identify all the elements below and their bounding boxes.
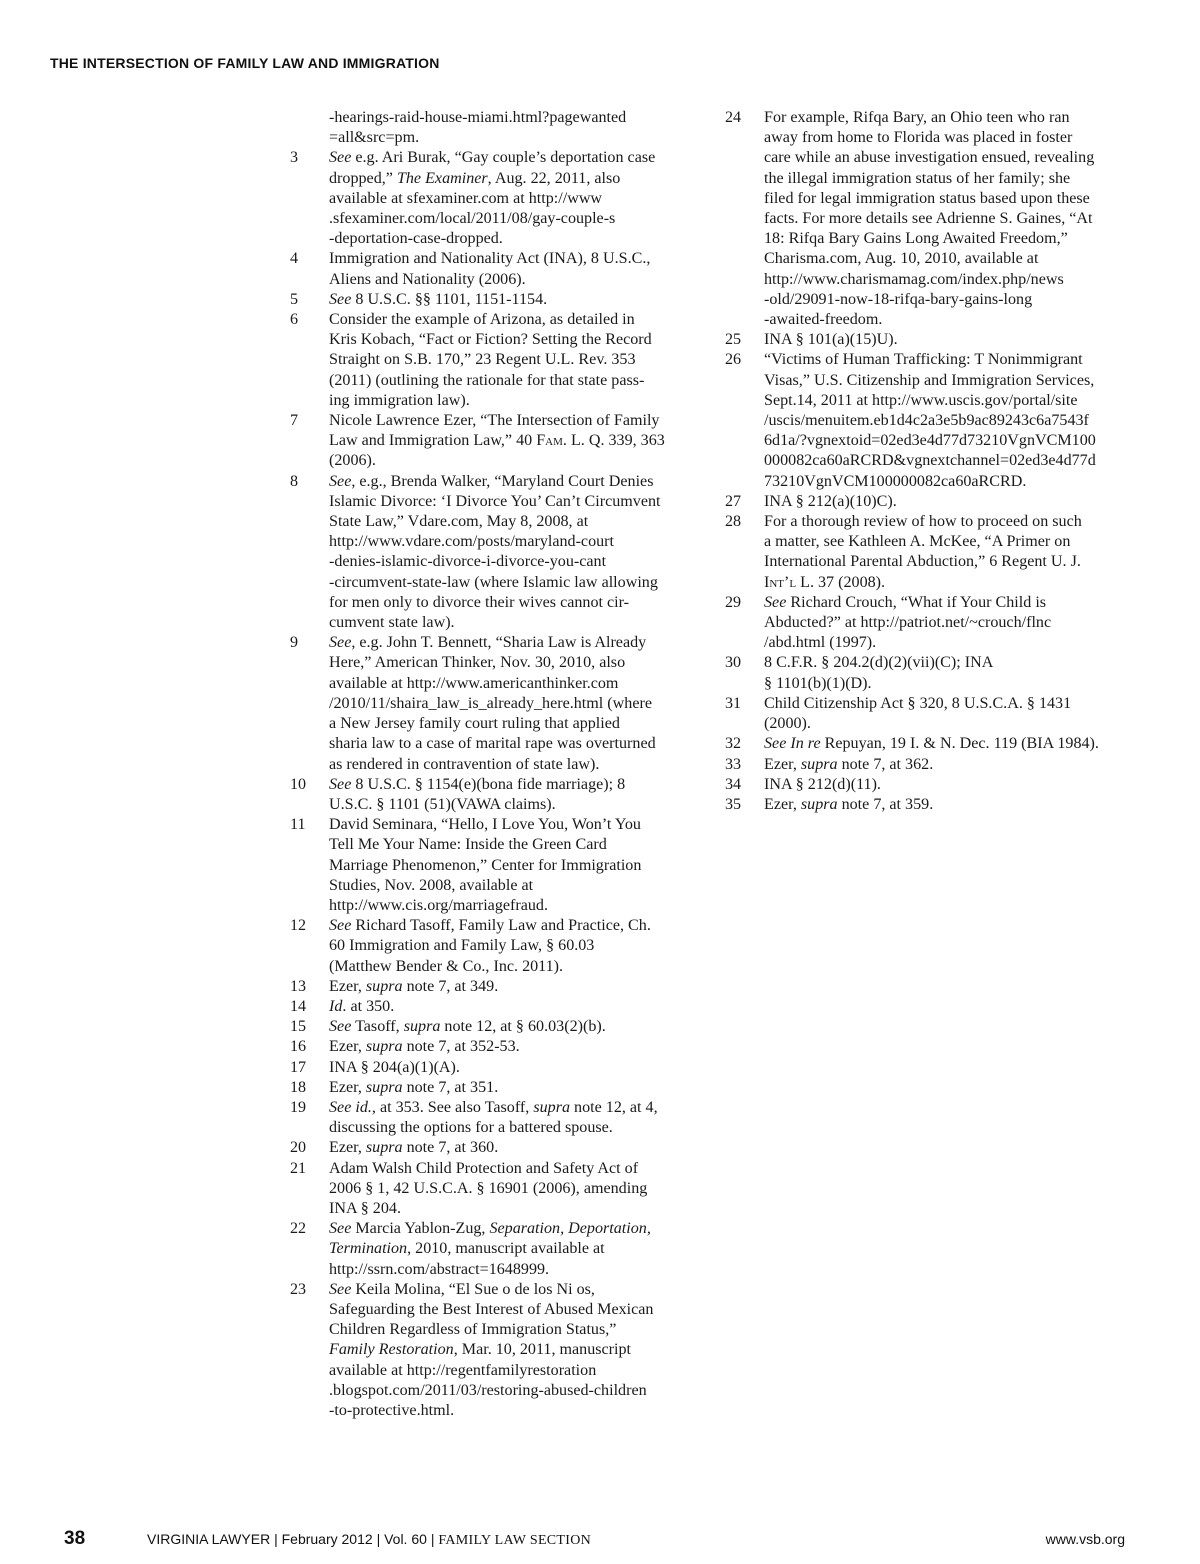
endnote-text	[329, 310, 692, 411]
endnote-number: 26	[725, 351, 742, 369]
note-line: http://www.vdare.com/posts/maryland-court	[329, 533, 615, 551]
endnote-text	[329, 1280, 692, 1421]
note-line: a matter, see Kathleen A. McKee, “A Primer on	[764, 533, 1071, 551]
note-line: .blogspot.com/2011/03/restoring-abused-children	[329, 1381, 647, 1399]
endnote-number: 35	[725, 795, 742, 813]
endnote-number: 14	[290, 997, 307, 1015]
note-line: available at sfexaminer.com at http://www	[329, 189, 603, 207]
endnote-number: 31	[725, 694, 742, 712]
note-line: 60 Immigration and Family Law, § 60.03	[329, 937, 595, 955]
endnote	[290, 775, 692, 815]
note-line: 8 C.F.R. § 204.2(d)(2)(vii)(C); INA	[764, 654, 994, 672]
note-line: as rendered in contravention of state law).	[329, 755, 600, 773]
note-line: Ezer, supra note 7, at 362.	[764, 755, 934, 773]
endnotes-list-left	[290, 148, 692, 1421]
endnote	[290, 1098, 692, 1138]
endnotes-list-right	[725, 108, 1131, 815]
note-line: David Seminara, “Hello, I Love You, Won’t You	[329, 816, 641, 834]
endnote-text	[329, 108, 692, 148]
endnote	[290, 249, 692, 289]
note-line: See 8 U.S.C. §§ 1101, 1151-1154.	[329, 290, 548, 308]
note-line: -hearings-raid-house-miami.html?pagewanted	[329, 109, 627, 126]
endnote	[290, 1159, 692, 1220]
note-line: Ezer, supra note 7, at 352-53.	[329, 1038, 520, 1056]
endnote	[725, 512, 1131, 593]
endnote-text	[764, 492, 1131, 512]
note-line: http://ssrn.com/abstract=1648999.	[329, 1260, 550, 1278]
note-line: 2006 § 1, 42 U.S.C.A. § 16901 (2006), amending	[329, 1179, 648, 1197]
note-line: Straight on S.B. 170,” 23 Regent U.L. Rev. 353	[329, 351, 636, 369]
note-line: -awaited-freedom.	[764, 311, 883, 329]
endnote	[725, 653, 1131, 693]
note-line: Aliens and Nationality (2006).	[329, 270, 526, 288]
endnote	[725, 350, 1131, 491]
section-name: FAMILY LAW SECTION	[438, 1533, 592, 1548]
endnote	[290, 977, 692, 997]
note-line: care while an abuse investigation ensued, revealing	[764, 149, 1095, 167]
endnote-text	[329, 1017, 692, 1037]
note-line: Law and Immigration Law,” 40 Fam. L. Q. 339, 363	[329, 432, 665, 450]
endnote-text	[764, 734, 1131, 754]
endnote	[290, 1058, 692, 1078]
endnote-text	[329, 997, 692, 1017]
endnotes-left-column	[290, 108, 692, 1421]
note-line: Here,” American Thinker, Nov. 30, 2010, also	[329, 654, 626, 672]
endnote-text	[329, 290, 692, 310]
endnote-text	[329, 977, 692, 997]
note-line: filed for legal immigration status based upon these	[764, 189, 1090, 207]
endnote-number: 23	[290, 1280, 307, 1298]
endnote-text	[329, 1098, 692, 1138]
note-line: dropped,” The Examiner, Aug. 22, 2011, also	[329, 169, 621, 187]
note-line: Studies, Nov. 2008, available at	[329, 876, 534, 894]
note-line: away from home to Florida was placed in foster	[764, 129, 1073, 147]
endnote-text	[764, 350, 1131, 491]
note-line: cumvent state law).	[329, 614, 455, 632]
endnote-text	[764, 330, 1131, 350]
note-line: 6d1a/?vgnextoid=02ed3e4d77d73210VgnVCM100	[764, 432, 1096, 450]
note-line: See Richard Crouch, “What if Your Child is	[764, 593, 1047, 611]
endnote-text	[764, 775, 1131, 795]
endnote-text	[329, 775, 692, 815]
note-line: the illegal immigration status of her family; she	[764, 169, 1071, 187]
endnote-text	[764, 653, 1131, 693]
note-line: (2006).	[329, 452, 376, 470]
footer-separator: |	[376, 1531, 381, 1547]
note-line: sharia law to a case of marital rape was overturned	[329, 735, 656, 753]
note-line: Termination, 2010, manuscript available at	[329, 1240, 605, 1258]
endnote-text	[764, 694, 1131, 734]
note-line: -circumvent-state-law (where Islamic law allowing	[329, 573, 658, 591]
note-line: Abducted?” at http://patriot.net/~crouch/flnc	[764, 614, 1052, 632]
endnote-number: 17	[290, 1058, 307, 1076]
note-line: See id., at 353. See also Tasoff, supra note 12, at 4,	[329, 1098, 658, 1116]
note-line: Ezer, supra note 7, at 359.	[764, 795, 934, 813]
endnote-number: 18	[290, 1078, 307, 1096]
endnote-number: 22	[290, 1220, 307, 1238]
note-line: International Parental Abduction,” 6 Regent U. J.	[764, 553, 1081, 571]
endnote	[290, 815, 692, 916]
endnote	[290, 916, 692, 977]
endnote-number: 21	[290, 1159, 307, 1177]
note-line: /2010/11/shaira_law_is_already_here.html (where	[329, 694, 652, 712]
note-line: Islamic Divorce: ‘I Divorce You’ Can’t Circumvent	[329, 492, 661, 510]
endnote-number: 7	[290, 412, 299, 430]
note-line: Consider the example of Arizona, as detailed in	[329, 311, 635, 329]
endnote	[290, 997, 692, 1017]
endnote	[725, 734, 1131, 754]
endnotes-right-column	[725, 108, 1131, 815]
note-line: a New Jersey family court ruling that applied	[329, 715, 620, 733]
endnote	[725, 593, 1131, 654]
note-line: See Tasoff, supra note 12, at § 60.03(2)(b).	[329, 1018, 606, 1036]
note-line: /uscis/menuitem.eb1d4c2a3e5b9ac89243c6a7543f	[764, 412, 1089, 430]
endnote-text	[764, 795, 1131, 815]
issue-date: February 2012	[281, 1531, 373, 1547]
note-line: available at http://regentfamilyrestoration	[329, 1361, 597, 1379]
note-line: Ezer, supra note 7, at 360.	[329, 1139, 499, 1157]
note-line: Charisma.com, Aug. 10, 2010, available at	[764, 250, 1039, 268]
note-line: 000082ca60aRCRD&vgnextchannel=02ed3e4d77d	[764, 452, 1096, 470]
page-footer	[50, 1528, 1125, 1556]
endnote	[725, 330, 1131, 350]
note-line: See Keila Molina, “El Sue o de los Ni os,	[329, 1280, 595, 1298]
endnote-number: 11	[290, 816, 306, 834]
endnote-number: 24	[725, 109, 742, 126]
note-line: discussing the options for a battered spouse.	[329, 1119, 613, 1137]
note-line: (2000).	[764, 715, 811, 733]
endnote	[290, 472, 692, 634]
endnote	[725, 775, 1131, 795]
note-line: Nicole Lawrence Ezer, “The Intersection of Family	[329, 412, 660, 430]
note-line: (2011) (outlining the rationale for that state pass-	[329, 371, 645, 389]
note-line: INA § 101(a)(15)U).	[764, 331, 898, 349]
note-line: Adam Walsh Child Protection and Safety Act of	[329, 1159, 639, 1177]
endnote-text	[329, 472, 692, 634]
running-header: THE INTERSECTION OF FAMILY LAW AND IMMIGRATION	[50, 55, 440, 71]
endnote-text	[329, 411, 692, 472]
note-line: Safeguarding the Best Interest of Abused Mexican	[329, 1300, 654, 1318]
endnote-text	[329, 1058, 692, 1078]
note-line: INA § 204.	[329, 1199, 401, 1217]
endnote-number: 29	[725, 593, 742, 611]
endnote-number: 5	[290, 290, 299, 308]
endnote-text	[764, 593, 1131, 654]
note-line: -old/29091-now-18-rifqa-bary-gains-long	[764, 290, 1033, 308]
note-line: Tell Me Your Name: Inside the Green Card	[329, 836, 607, 854]
note-line: 18: Rifqa Bary Gains Long Awaited Freedom,”	[764, 230, 1068, 248]
note-line: Marriage Phenomenon,” Center for Immigration	[329, 856, 642, 874]
endnote-text	[329, 1078, 692, 1098]
page-number: 38	[64, 1528, 86, 1549]
endnote	[725, 755, 1131, 775]
endnote-text	[329, 1037, 692, 1057]
endnote-number: 6	[290, 311, 299, 329]
note-line: Id. at 350.	[329, 997, 395, 1015]
note-line: For example, Rifqa Bary, an Ohio teen who ran	[764, 109, 1070, 126]
note-line: =all&src=pm.	[329, 129, 420, 147]
note-line: facts. For more details see Adrienne S. Gaines, “At	[764, 210, 1093, 228]
note-line: http://www.charismamag.com/index.php/news	[764, 270, 1064, 288]
endnote-number: 27	[725, 492, 742, 510]
endnote-number: 34	[725, 775, 742, 793]
endnote-text	[329, 815, 692, 916]
endnote	[290, 1219, 692, 1280]
note-line: See Richard Tasoff, Family Law and Practice, Ch.	[329, 917, 651, 935]
endnote	[725, 108, 1131, 330]
note-line: U.S.C. § 1101 (51)(VAWA claims).	[329, 795, 556, 813]
endnote-number: 13	[290, 977, 307, 995]
endnote-text	[329, 1159, 692, 1220]
note-line: Family Restoration, Mar. 10, 2011, manuscript	[329, 1341, 632, 1359]
note-line: http://www.cis.org/marriagefraud.	[329, 896, 548, 914]
endnote-text	[329, 916, 692, 977]
note-line: 73210VgnVCM100000082ca60aRCRD.	[764, 472, 1027, 490]
endnote-number: 15	[290, 1018, 307, 1036]
note-line: Ezer, supra note 7, at 349.	[329, 977, 499, 995]
endnote-number: 19	[290, 1098, 307, 1116]
note-line: Sept.14, 2011 at http://www.uscis.gov/portal/site	[764, 391, 1078, 409]
note-line: -deportation-case-dropped.	[329, 230, 503, 248]
endnote	[290, 310, 692, 411]
footer-separator: |	[274, 1531, 278, 1547]
publication-name: VIRGINIA LAWYER	[147, 1531, 271, 1547]
endnote-text	[329, 633, 692, 774]
endnote-text	[329, 1219, 692, 1280]
endnote-number: 30	[725, 654, 742, 672]
note-line: INA § 212(d)(11).	[764, 775, 881, 793]
endnote	[725, 694, 1131, 734]
endnote	[725, 492, 1131, 512]
note-line: See 8 U.S.C. § 1154(e)(bona fide marriage); 8	[329, 775, 626, 793]
endnote-number: 3	[290, 149, 299, 167]
endnote	[290, 1017, 692, 1037]
note-line: See, e.g. John T. Bennett, “Sharia Law is Already	[329, 634, 647, 652]
endnote-number: 16	[290, 1038, 307, 1056]
note-line: available at http://www.americanthinker.com	[329, 674, 619, 692]
endnote-number: 10	[290, 775, 307, 793]
endnote	[290, 290, 692, 310]
endnote-text	[764, 512, 1131, 593]
note-line: Child Citizenship Act § 320, 8 U.S.C.A. § 1431	[764, 694, 1072, 712]
endnote	[290, 633, 692, 774]
endnote	[290, 1280, 692, 1421]
endnote	[725, 795, 1131, 815]
endnote	[290, 1037, 692, 1057]
note-line: For a thorough review of how to proceed on such	[764, 513, 1082, 531]
endnote-number: 12	[290, 917, 307, 935]
endnote-continuation	[290, 108, 692, 148]
publication-info	[147, 1531, 591, 1549]
note-line: -denies-islamic-divorce-i-divorce-you-cant	[329, 553, 607, 571]
note-line: INA § 204(a)(1)(A).	[329, 1058, 460, 1076]
note-line: /abd.html (1997).	[764, 634, 877, 652]
note-line: See e.g. Ari Burak, “Gay couple’s deportation case	[329, 149, 656, 167]
endnote-number: 20	[290, 1139, 307, 1157]
footer-separator: |	[430, 1531, 435, 1547]
note-line: Int’l L. 37 (2008).	[764, 573, 886, 591]
website-link[interactable]: www.vsb.org	[1045, 1531, 1125, 1547]
endnote-number: 4	[290, 250, 299, 268]
endnote-text	[329, 148, 692, 249]
endnote	[290, 411, 692, 472]
endnote-number: 33	[725, 755, 742, 773]
note-line: See In re Repuyan, 19 I. & N. Dec. 119 (BIA 1984).	[764, 735, 1099, 753]
note-line: .sfexaminer.com/local/2011/08/gay-couple-s	[329, 210, 616, 228]
endnote-text	[764, 755, 1131, 775]
note-line: State Law,” Vdare.com, May 8, 2008, at	[329, 513, 589, 531]
endnote-number: 9	[290, 634, 299, 652]
note-line: § 1101(b)(1)(D).	[764, 674, 872, 692]
endnote-number: 32	[725, 735, 742, 753]
note-line: Ezer, supra note 7, at 351.	[329, 1078, 499, 1096]
endnote-number: 28	[725, 513, 742, 531]
note-line: for men only to divorce their wives cannot cir-	[329, 593, 629, 611]
endnote-number: 8	[290, 472, 299, 490]
note-line: See Marcia Yablon-Zug, Separation, Deportation,	[329, 1220, 651, 1238]
note-line: -to-protective.html.	[329, 1402, 455, 1419]
note-line: “Victims of Human Trafficking: T Nonimmigrant	[764, 351, 1083, 369]
note-line: ing immigration law).	[329, 391, 470, 409]
note-line: Immigration and Nationality Act (INA), 8 U.S.C.,	[329, 250, 651, 268]
note-line: Children Regardless of Immigration Status,”	[329, 1321, 617, 1339]
note-line: Kris Kobach, “Fact or Fiction? Setting the Record	[329, 331, 652, 349]
endnote	[290, 1138, 692, 1158]
volume: Vol. 60	[384, 1531, 427, 1547]
endnote-text	[764, 108, 1131, 330]
endnote-text	[329, 1138, 692, 1158]
endnote-number: 25	[725, 331, 742, 349]
endnote-text	[329, 249, 692, 289]
note-line: Visas,” U.S. Citizenship and Immigration Services,	[764, 371, 1095, 389]
endnote	[290, 1078, 692, 1098]
note-line: (Matthew Bender & Co., Inc. 2011).	[329, 957, 564, 975]
note-line: See, e.g., Brenda Walker, “Maryland Court Denies	[329, 472, 654, 490]
endnote	[290, 148, 692, 249]
note-line: INA § 212(a)(10)C).	[764, 492, 897, 510]
